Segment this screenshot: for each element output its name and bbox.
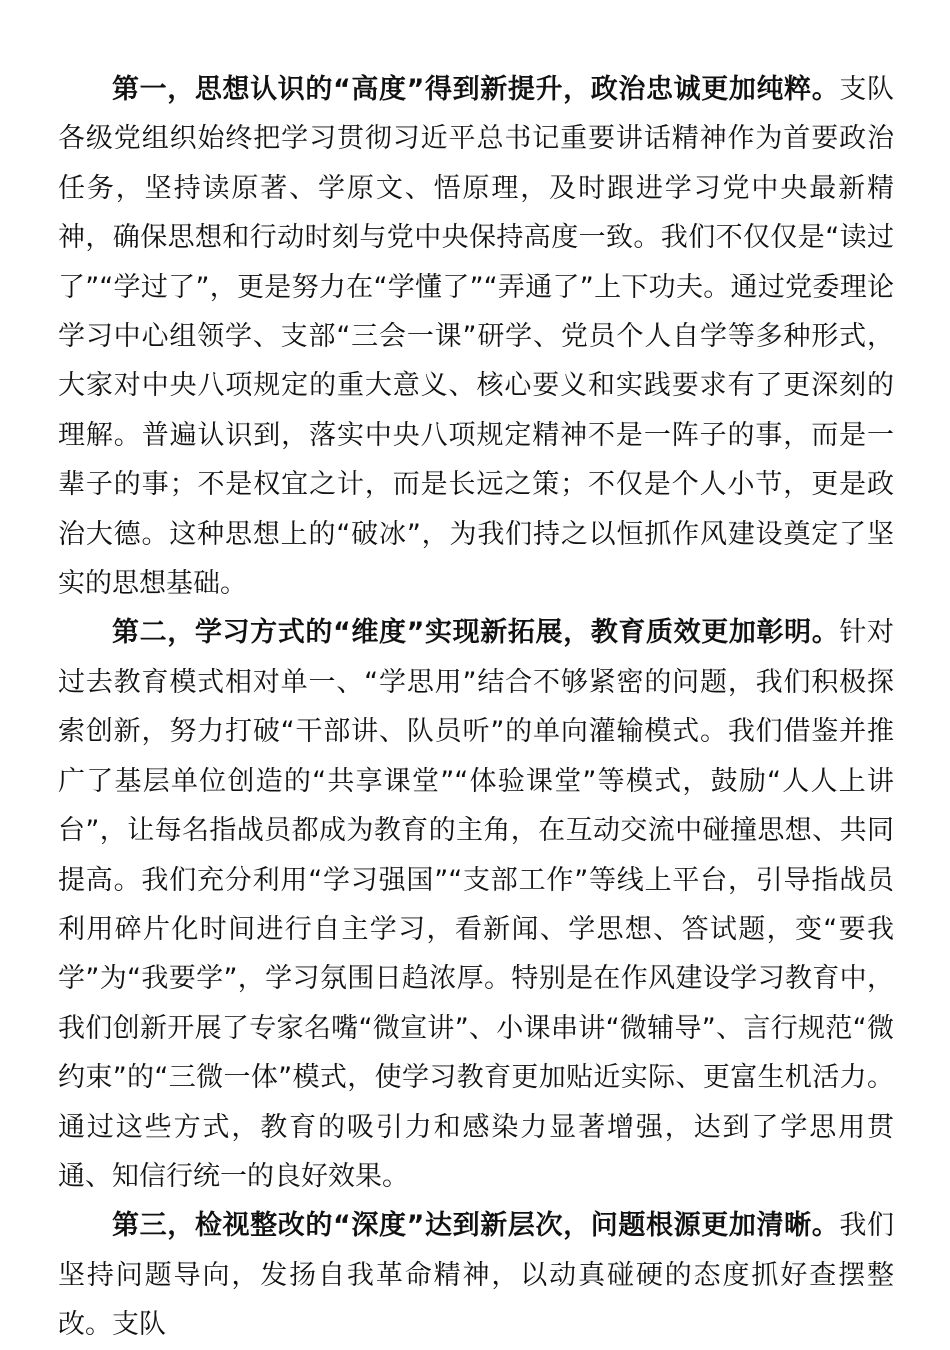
paragraph-1 (58, 65, 894, 608)
paragraph-3 (58, 1201, 894, 1349)
paragraph-2 (58, 608, 894, 1201)
document-page (58, 65, 894, 1350)
paragraph-3-body: 我们坚持问题导向，发扬自我革命精神，以动真碰硬的态度抓好查摆整改。支队 (58, 1210, 894, 1341)
paragraph-2-body: 针对过去教育模式相对单一、“学思用”结合不够紧密的问题，我们积极探索创新，努力打破“干部讲、队员听”的单向灌输模式。我们借鉴并推广了基层单位创造的“共享课堂”“体验课堂”等模式，鼓励“人人上讲台”，让每名指战员都成为教育的主角，在互动交流中碰撞思想、共同提高。我们充分利用“学习强国”“支部工作”等线上平台，引导指战员利用碎片化时间进行自主学习，看新闻、学思想、答试题，变“要我学”为“我要学”，学习氛围日趋浓厚。特别是在作风建设学习教育中，我们创新开展了专家名嘴“微宣讲”、小课串讲“微辅导”、言行规范“微约束”的“三微一体”模式，使学习教育更加贴近实际、更富生机活力。通过这些方式，教育的吸引力和感染力显著增强，达到了学思用贯通、知信行统一的良好效果。 (58, 617, 894, 1192)
paragraph-2-heading: 第二，学习方式的“维度”实现新拓展，教育质效更加彰明。 (112, 617, 840, 649)
paragraph-1-heading: 第一，思想认识的“高度”得到新提升，政治忠诚更加纯粹。 (112, 74, 840, 105)
paragraph-1-body: 支队各级党组织始终把学习贯彻习近平总书记重要讲话精神作为首要政治任务，坚持读原著、学原文、悟原理，及时跟进学习党中央最新精神，确保思想和行动时刻与党中央保持高度一致。我们不仅仅是“读过了”“学过了”，更是努力在“学懂了”“弄通了”上下功夫。通过党委理论学习中心组领学、支部“三会一课”研学、党员个人自学等多种形式，大家对中央八项规定的重大意义、核心要义和实践要求有了更深刻的理解。普遍认识到，落实中央八项规定精神不是一阵子的事，而是一辈子的事；不是权宜之计，而是长远之策；不仅是个人小节，更是政治大德。这种思想上的“破冰”，为我们持之以恒抓作风建设奠定了坚实的思想基础。 (58, 74, 894, 600)
paragraph-3-heading: 第三，检视整改的“深度”达到新层次，问题根源更加清晰。 (112, 1210, 840, 1242)
